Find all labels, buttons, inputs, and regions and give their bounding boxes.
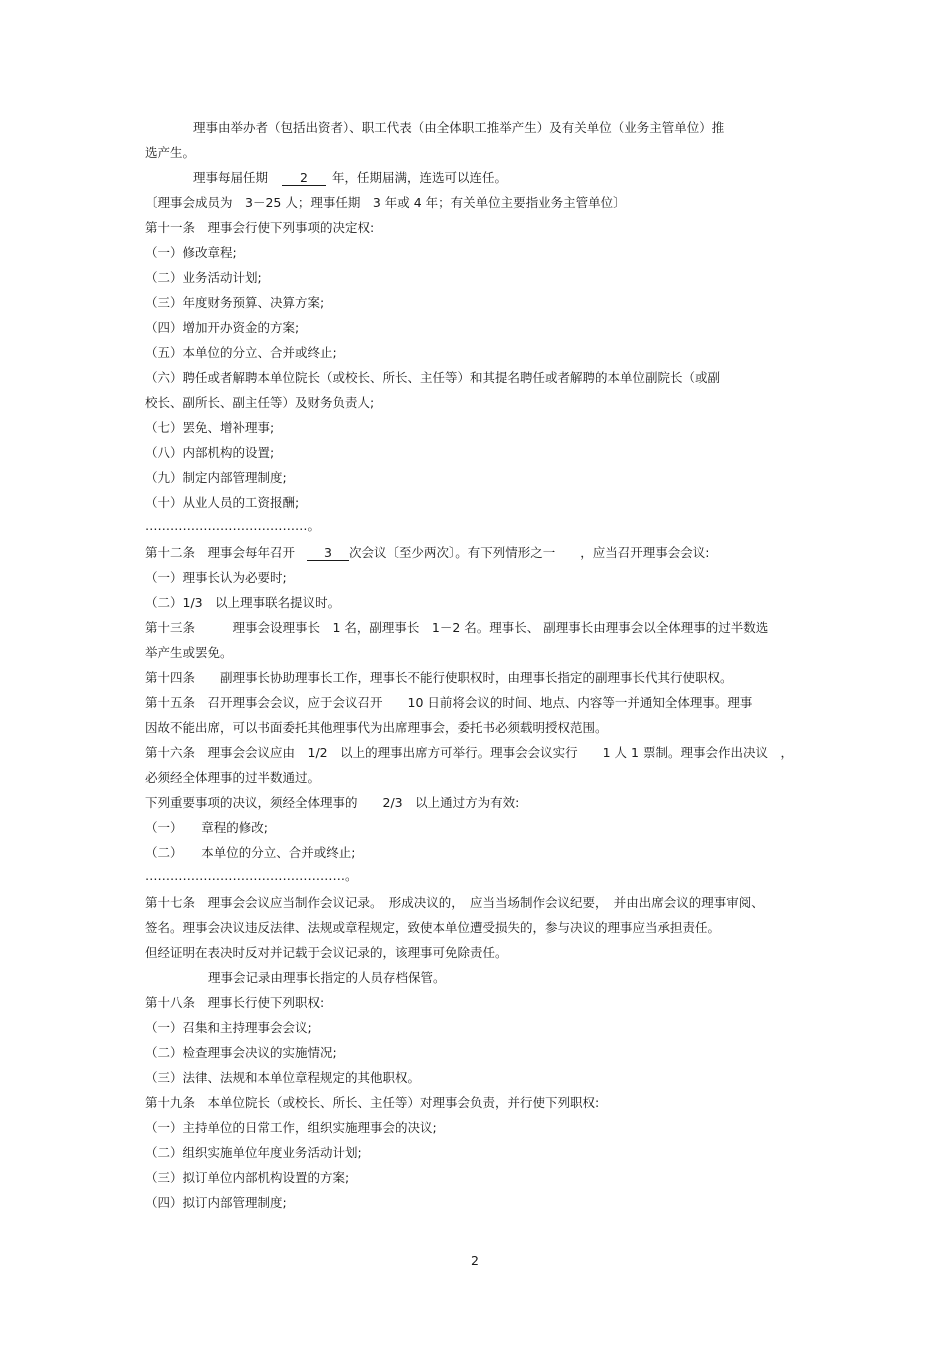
list-item: （二）1/3 以上理事联名提议时。 [145,595,341,610]
article-heading: 第十五条 召开理事会会议，应于会议召开 10 日前将会议的时间、地点、内容等一并通知全体理事。理事 [145,695,753,710]
ellipsis-line: …………………………………………。 [145,868,358,883]
list-item: （十）从业人员的工资报酬; [145,495,300,510]
term-line [193,170,873,186]
paragraph-line: 理事由举办者（包括出资者）、职工代表（由全体职工推举产生）及有关单位（业务主管单位）推 [193,120,725,135]
list-item: （三）拟订单位内部机构设置的方案; [145,1170,350,1185]
list-item: （四）增加开办资金的方案; [145,320,300,335]
list-item: （六）聘任或者解聘本单位院长（或校长、所长、主任等）和其提名聘任或者解聘的本单位副院长（或副 [145,370,721,385]
list-item: （一）主持单位的日常工作，组织实施理事会的决议; [145,1120,437,1135]
list-item: （二） 本单位的分立、合并或终止; [145,845,356,860]
term-rest: 年，任期届满，连选可以连任。 [332,170,508,185]
ellipsis-line: …………………………………。 [145,518,321,533]
list-item: （四）拟订内部管理制度; [145,1195,287,1210]
list-item: （一）理事长认为必要时; [145,570,287,585]
list-item: （二）业务活动计划; [145,270,262,285]
list-item: （五）本单位的分立、合并或终止; [145,345,337,360]
article-heading: 第十八条 理事长行使下列职权: [145,995,325,1010]
paragraph-line: 但经证明在表决时反对并记载于会议记录的，该理事可免除责任。 [145,945,508,960]
page-number: 2 [471,1253,479,1268]
note-line: 〔理事会成员为 3－25 人；理事任期 3 年或 4 年；有关单位主要指业务主管单位〕 [145,195,626,210]
paragraph-line: 举产生或罢免。 [145,645,233,660]
list-item: （一） 章程的修改; [145,820,268,835]
paragraph-line: 理事会记录由理事长指定的人员存档保管。 [208,970,446,985]
article-heading: 第十七条 理事会会议应当制作会议记录。 形成决议的， 应当当场制作会议纪要， 并由出席会议的理事审阅、 [145,895,764,910]
list-item: （三）年度财务预算、决算方案; [145,295,325,310]
list-item: （七）罢免、增补理事; [145,420,275,435]
paragraph-line: 因故不能出席，可以书面委托其他理事代为出席理事会，委托书必须载明授权范围。 [145,720,608,735]
article-heading: 第十九条 本单位院长（或校长、所长、主任等）对理事会负责，并行使下列职权: [145,1095,600,1110]
term-years-field: 2 [282,170,326,186]
list-item: （二）检查理事会决议的实施情况; [145,1045,337,1060]
meeting-line [145,545,825,561]
meeting-rest: 次会议〔至少两次〕。有下列情形之一 ，应当召开理事会会议: [349,545,710,560]
list-item: （一）召集和主持理事会会议; [145,1020,312,1035]
article-heading: 第十一条 理事会行使下列事项的决定权: [145,220,375,235]
paragraph-line: 下列重要事项的决议，须经全体理事的 2/3 以上通过方为有效: [145,795,520,810]
list-item: （三）法律、法规和本单位章程规定的其他职权。 [145,1070,421,1085]
meeting-label: 第十二条 理事会每年召开 [145,545,296,560]
list-item: （八）内部机构的设置; [145,445,275,460]
paragraph-line: 签名。理事会决议违反法律、法规或章程规定，致使本单位遭受损失的，参与决议的理事应当承担责任。 [145,920,721,935]
article-heading: 第十四条 副理事长协助理事长工作，理事长不能行使职权时，由理事长指定的副理事长代其行使职权。 [145,670,733,685]
list-item: （二）组织实施单位年度业务活动计划; [145,1145,362,1160]
article-heading: 第十六条 理事会会议应由 1/2 以上的理事出席方可举行。理事会会议实行 1 人 1 票制。理事会作出决议 ， [145,745,793,760]
term-label: 理事每届任期 [193,170,269,185]
paragraph-line: 选产生。 [145,145,196,160]
list-item: （一）修改章程; [145,245,237,260]
paragraph-line: 必须经全体理事的过半数通过。 [145,770,321,785]
meeting-count-field: 3 [307,545,349,561]
list-item-continued: 校长、副所长、副主任等）及财务负责人; [145,395,375,410]
article-heading: 第十三条 理事会设理事长 1 名，副理事长 1－2 名。理事长、 副理事长由理事会以全体理事的过半数选 [145,620,769,635]
list-item: （九）制定内部管理制度; [145,470,287,485]
